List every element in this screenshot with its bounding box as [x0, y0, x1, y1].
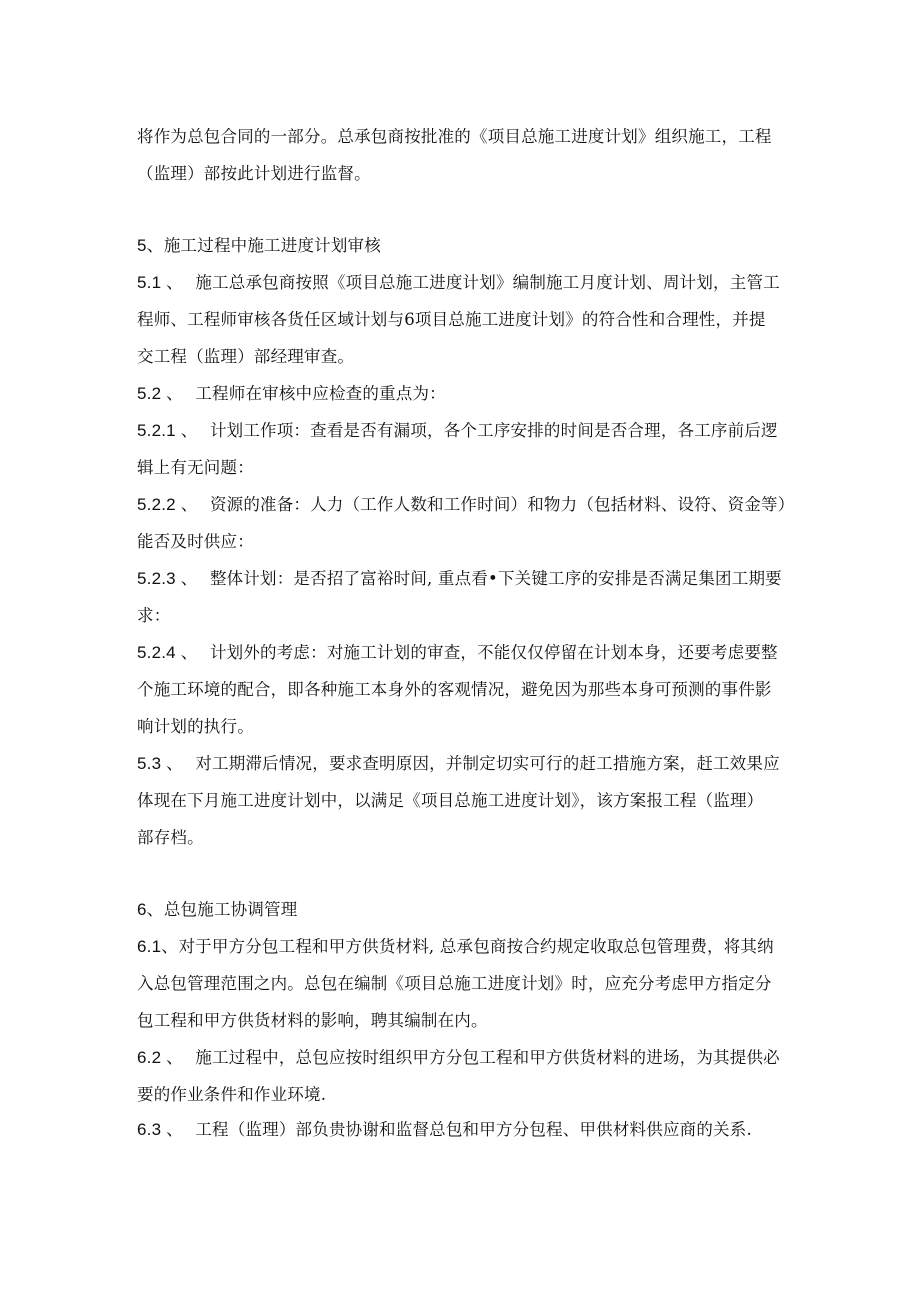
clause-5-1-line-2: 程师、工程师审核各货任区域计划与6项目总施工进度计划》的符合性和合理性，并提 [137, 310, 766, 329]
clause-5-3-line-1 [137, 754, 780, 774]
clause-5-1-text: 施工总承包商按照《项目总施工进度计划》编制施工月度计划、周计划，主管工 [195, 273, 780, 292]
clause-6-3-line-1 [137, 1120, 752, 1140]
clause-5-2-4-line-3: 响计划的执行。 [137, 717, 254, 736]
clause-5-2-1-line-2: 辑上有无问题： [137, 458, 254, 477]
clause-5-2-number: 5.2 、 [137, 384, 184, 403]
clause-5-2-4-line-2: 个施工环境的配合，即各种施工本身外的客观情况，避免因为那些本身可预测的事件影 [137, 680, 772, 699]
clause-5-2-2-number: 5.2.2 、 [137, 495, 198, 514]
clause-5-2-line-1 [137, 384, 446, 404]
clause-5-3-text: 对工期滞后情况，要求查明原因，并制定切实可行的赶工措施方案，赶工效果应 [195, 754, 780, 773]
section-6-heading [137, 900, 297, 920]
clause-5-3-number: 5.3 、 [137, 754, 184, 773]
clause-6-3-number: 6.3 、 [137, 1120, 184, 1139]
section-6-number: 6、 [137, 900, 164, 919]
clause-5-2-1-number: 5.2.1 、 [137, 421, 198, 440]
clause-5-1-number: 5.1 、 [137, 273, 184, 292]
clause-6-3-text: 工程（监理）部负贵协谢和监督总包和甲方分包程、甲供材料供应商的关系. [195, 1120, 752, 1139]
clause-5-3-line-3: 部存档。 [137, 828, 204, 847]
clause-5-2-2-text: 资源的准备：人力（工作人数和工作时间）和物力（包括材料、设符、资金等） [209, 495, 795, 514]
clause-5-2-3-line-2: 求： [137, 606, 171, 625]
clause-5-3-line-2: 体现在下月施工进度计划中，以满足《项目总施工进度计划》，该方案报工程（监理） [137, 791, 764, 810]
intro-line-2: （监理）部按此计划进行监督。 [137, 164, 371, 183]
clause-6-2-text: 施工过程中，总包应按时组织甲方分包工程和甲方供货材料的进场，为其提供必 [195, 1048, 780, 1067]
clause-6-2-line-2: 要的作业条件和作业环境. [137, 1085, 327, 1104]
clause-5-2-3-number: 5.2.3 、 [137, 569, 198, 588]
clause-5-2-2-line-1 [137, 495, 794, 515]
section-5-number: 5、 [137, 236, 164, 255]
clause-5-2-3-line-1 [137, 569, 782, 589]
clause-6-1-line-1 [137, 937, 774, 957]
clause-6-2-number: 6.2 、 [137, 1048, 184, 1067]
section-5-title: 施工过程中施工进度计划审核 [163, 236, 381, 255]
clause-5-2-1-line-1 [137, 421, 778, 441]
clause-5-2-4-text: 计划外的考虑：对施工计划的审查，不能仅仅停留在计划本身，还要考虑要整 [209, 643, 778, 662]
clause-5-1-line-3: 交工程（监理）部经理审查。 [137, 347, 355, 366]
clause-6-1-text: 对于甲方分包工程和甲方供货材料, 总承包商按合约规定收取总包管理费，将其纳 [178, 937, 774, 956]
section-5-heading [137, 236, 381, 256]
intro-line-1: 将作为总包合同的一部分。总承包商按批准的《项目总施工进度计划》组织施工，工程 [137, 127, 772, 146]
section-6-title: 总包施工协调管理 [163, 900, 298, 919]
clause-6-1-line-2: 入总包管理范围之内。总包在编制《项目总施工进度计划》时，应充分考虑甲方指定分 [137, 974, 772, 993]
clause-5-2-text: 工程师在审核中应检查的重点为： [195, 384, 446, 403]
clause-6-2-line-1 [137, 1048, 780, 1068]
clause-6-1-number: 6.1、 [137, 937, 179, 956]
clause-5-2-2-line-2: 能否及时供应： [137, 532, 254, 551]
clause-5-2-4-line-1 [137, 643, 778, 663]
clause-6-1-line-3: 包工程和甲方供货材料的影响，聘其编制在内。 [137, 1011, 488, 1030]
clause-5-1-line-1 [137, 273, 780, 293]
clause-5-2-1-text: 计划工作项：查看是否有漏项，各个工序安排的时间是否合理，各工序前后逻 [209, 421, 778, 440]
clause-5-2-4-number: 5.2.4 、 [137, 643, 198, 662]
clause-5-2-3-text: 整体计划：是否招了富裕时间, 重点看•下关键工序的安排是否满足集团工期要 [209, 569, 782, 588]
